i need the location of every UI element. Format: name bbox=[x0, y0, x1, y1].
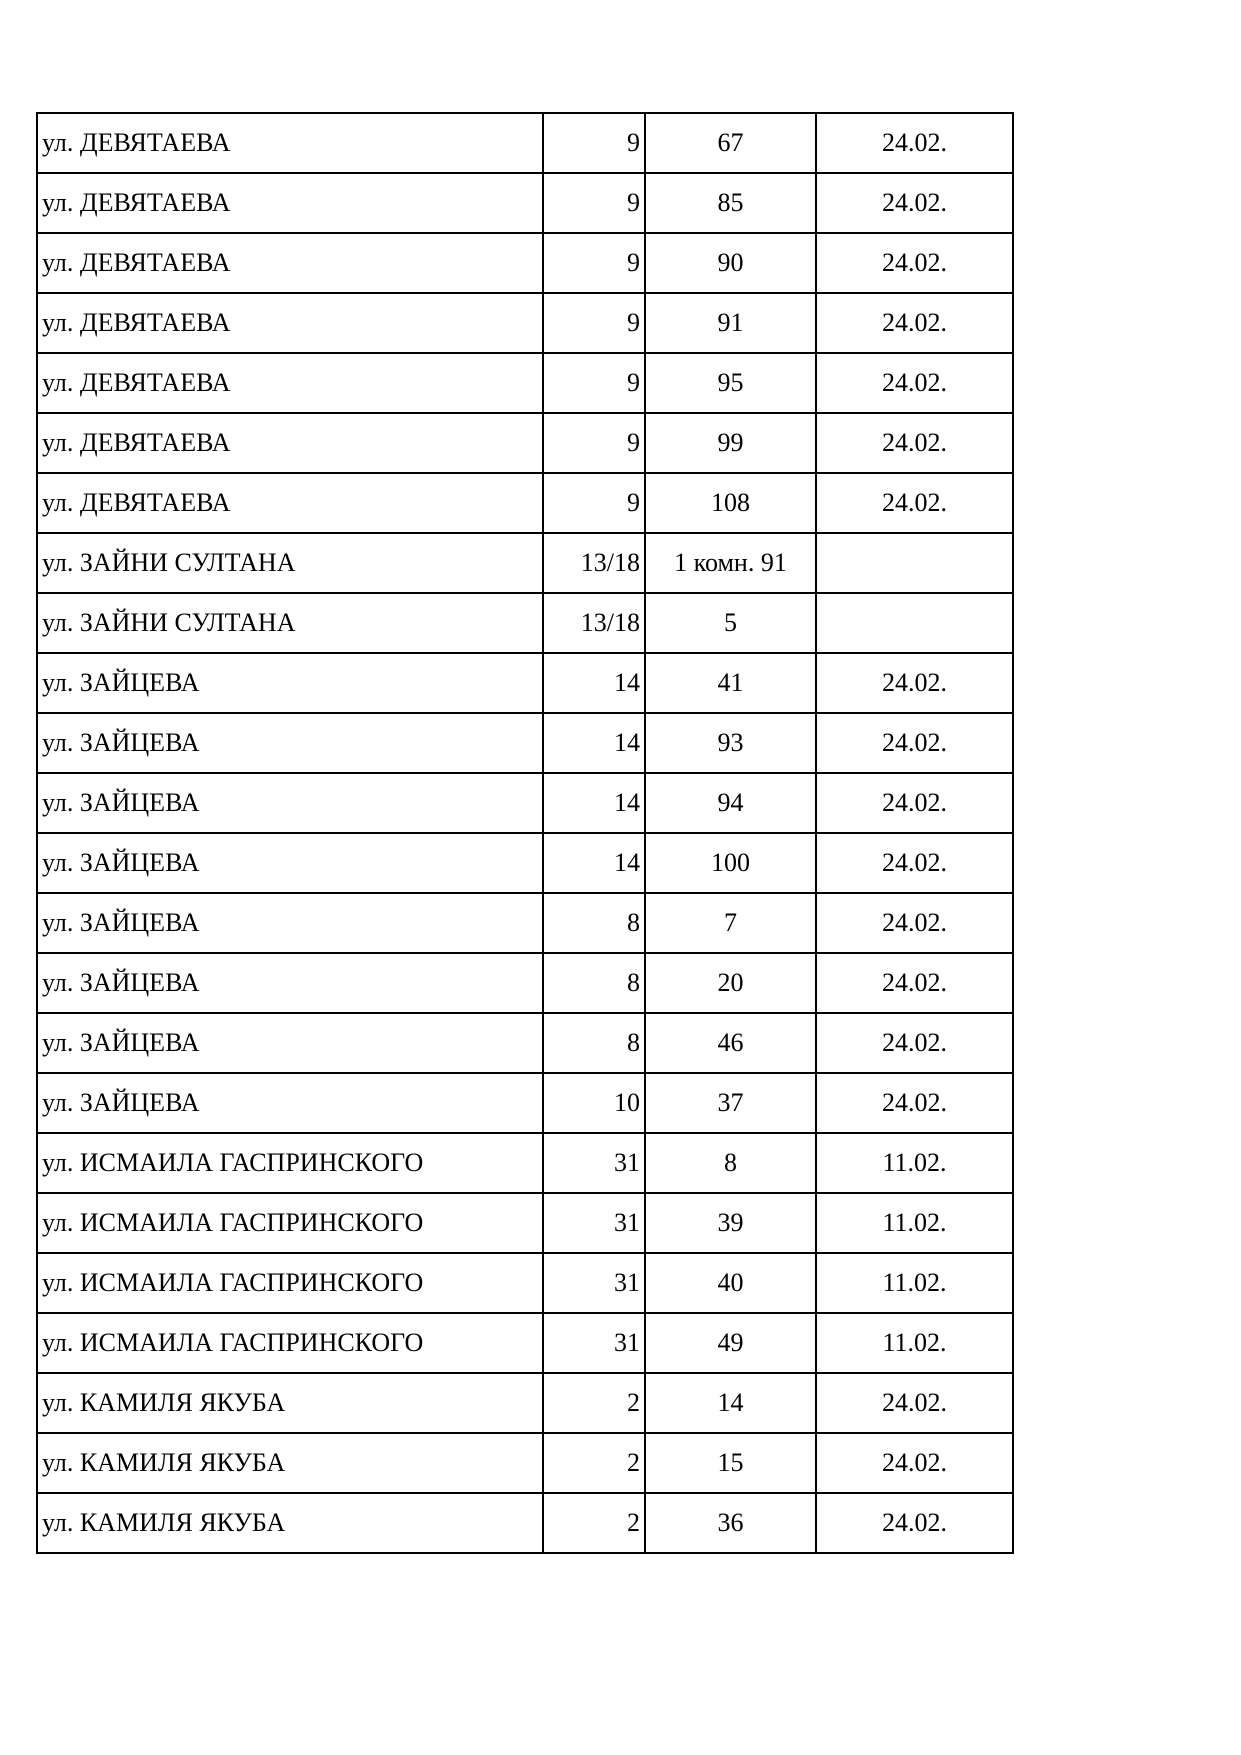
apartment-cell: 67 bbox=[645, 113, 816, 173]
house-number-cell: 31 bbox=[543, 1133, 645, 1193]
apartment-cell: 36 bbox=[645, 1493, 816, 1553]
apartment-cell: 85 bbox=[645, 173, 816, 233]
table-row bbox=[37, 173, 1013, 233]
street-cell: ул. ДЕВЯТАЕВА bbox=[37, 173, 543, 233]
table-row bbox=[37, 713, 1013, 773]
table-row bbox=[37, 833, 1013, 893]
date-cell: 24.02. bbox=[816, 1073, 1013, 1133]
date-cell: 24.02. bbox=[816, 833, 1013, 893]
table-row bbox=[37, 1253, 1013, 1313]
date-cell: 11.02. bbox=[816, 1133, 1013, 1193]
house-number-cell: 8 bbox=[543, 893, 645, 953]
street-cell: ул. ЗАЙЦЕВА bbox=[37, 653, 543, 713]
street-cell: ул. ИСМАИЛА ГАСПРИНСКОГО bbox=[37, 1133, 543, 1193]
date-cell bbox=[816, 533, 1013, 593]
street-cell: ул. ИСМАИЛА ГАСПРИНСКОГО bbox=[37, 1313, 543, 1373]
table-row bbox=[37, 593, 1013, 653]
apartment-cell: 93 bbox=[645, 713, 816, 773]
date-cell: 24.02. bbox=[816, 173, 1013, 233]
street-cell: ул. КАМИЛЯ ЯКУБА bbox=[37, 1493, 543, 1553]
house-number-cell: 31 bbox=[543, 1193, 645, 1253]
apartment-cell: 39 bbox=[645, 1193, 816, 1253]
street-cell: ул. ДЕВЯТАЕВА bbox=[37, 293, 543, 353]
house-number-cell: 14 bbox=[543, 653, 645, 713]
date-cell: 24.02. bbox=[816, 1493, 1013, 1553]
table-row bbox=[37, 653, 1013, 713]
street-cell: ул. КАМИЛЯ ЯКУБА bbox=[37, 1373, 543, 1433]
street-cell: ул. ЗАЙЦЕВА bbox=[37, 1013, 543, 1073]
date-cell: 24.02. bbox=[816, 113, 1013, 173]
house-number-cell: 14 bbox=[543, 833, 645, 893]
table-row bbox=[37, 953, 1013, 1013]
date-cell: 24.02. bbox=[816, 893, 1013, 953]
house-number-cell: 31 bbox=[543, 1313, 645, 1373]
table-row bbox=[37, 233, 1013, 293]
house-number-cell: 9 bbox=[543, 293, 645, 353]
house-number-cell: 14 bbox=[543, 773, 645, 833]
house-number-cell: 9 bbox=[543, 413, 645, 473]
street-cell: ул. ЗАЙЦЕВА bbox=[37, 1073, 543, 1133]
street-cell: ул. ИСМАИЛА ГАСПРИНСКОГО bbox=[37, 1253, 543, 1313]
apartment-cell: 20 bbox=[645, 953, 816, 1013]
house-number-cell: 8 bbox=[543, 953, 645, 1013]
street-cell: ул. ДЕВЯТАЕВА bbox=[37, 233, 543, 293]
date-cell: 24.02. bbox=[816, 233, 1013, 293]
apartment-cell: 40 bbox=[645, 1253, 816, 1313]
apartment-cell: 94 bbox=[645, 773, 816, 833]
house-number-cell: 13/18 bbox=[543, 593, 645, 653]
table-row bbox=[37, 353, 1013, 413]
date-cell: 24.02. bbox=[816, 1433, 1013, 1493]
apartment-cell: 37 bbox=[645, 1073, 816, 1133]
house-number-cell: 2 bbox=[543, 1433, 645, 1493]
table-body bbox=[37, 113, 1013, 1553]
house-number-cell: 2 bbox=[543, 1373, 645, 1433]
house-number-cell: 13/18 bbox=[543, 533, 645, 593]
apartment-cell: 95 bbox=[645, 353, 816, 413]
table-row bbox=[37, 1073, 1013, 1133]
table-row bbox=[37, 113, 1013, 173]
apartment-cell: 49 bbox=[645, 1313, 816, 1373]
apartment-cell: 41 bbox=[645, 653, 816, 713]
date-cell: 24.02. bbox=[816, 953, 1013, 1013]
street-cell: ул. ЗАЙЦЕВА bbox=[37, 893, 543, 953]
table-row bbox=[37, 1013, 1013, 1073]
apartment-cell: 100 bbox=[645, 833, 816, 893]
date-cell: 24.02. bbox=[816, 773, 1013, 833]
house-number-cell: 10 bbox=[543, 1073, 645, 1133]
table-row bbox=[37, 413, 1013, 473]
street-cell: ул. ЗАЙНИ СУЛТАНА bbox=[37, 593, 543, 653]
street-cell: ул. КАМИЛЯ ЯКУБА bbox=[37, 1433, 543, 1493]
date-cell: 11.02. bbox=[816, 1313, 1013, 1373]
table-row bbox=[37, 1493, 1013, 1553]
date-cell: 24.02. bbox=[816, 473, 1013, 533]
date-cell bbox=[816, 593, 1013, 653]
apartment-cell: 1 комн. 91 bbox=[645, 533, 816, 593]
house-number-cell: 9 bbox=[543, 113, 645, 173]
street-cell: ул. ДЕВЯТАЕВА bbox=[37, 353, 543, 413]
table-row bbox=[37, 1313, 1013, 1373]
apartment-cell: 5 bbox=[645, 593, 816, 653]
house-number-cell: 2 bbox=[543, 1493, 645, 1553]
apartment-cell: 7 bbox=[645, 893, 816, 953]
apartment-cell: 90 bbox=[645, 233, 816, 293]
house-number-cell: 31 bbox=[543, 1253, 645, 1313]
table-row bbox=[37, 533, 1013, 593]
house-number-cell: 8 bbox=[543, 1013, 645, 1073]
street-cell: ул. ДЕВЯТАЕВА bbox=[37, 473, 543, 533]
date-cell: 24.02. bbox=[816, 353, 1013, 413]
table-row bbox=[37, 473, 1013, 533]
table-row bbox=[37, 293, 1013, 353]
table-row bbox=[37, 1373, 1013, 1433]
table-row bbox=[37, 893, 1013, 953]
apartment-cell: 91 bbox=[645, 293, 816, 353]
house-number-cell: 9 bbox=[543, 353, 645, 413]
table-row bbox=[37, 1433, 1013, 1493]
date-cell: 24.02. bbox=[816, 713, 1013, 773]
street-cell: ул. ДЕВЯТАЕВА bbox=[37, 113, 543, 173]
date-cell: 11.02. bbox=[816, 1253, 1013, 1313]
street-cell: ул. ДЕВЯТАЕВА bbox=[37, 413, 543, 473]
house-number-cell: 9 bbox=[543, 173, 645, 233]
table-row bbox=[37, 1193, 1013, 1253]
date-cell: 24.02. bbox=[816, 413, 1013, 473]
apartment-cell: 108 bbox=[645, 473, 816, 533]
address-table bbox=[36, 112, 1014, 1554]
house-number-cell: 9 bbox=[543, 233, 645, 293]
table-row bbox=[37, 773, 1013, 833]
date-cell: 24.02. bbox=[816, 653, 1013, 713]
date-cell: 24.02. bbox=[816, 1373, 1013, 1433]
street-cell: ул. ЗАЙЦЕВА bbox=[37, 833, 543, 893]
apartment-cell: 15 bbox=[645, 1433, 816, 1493]
apartment-cell: 8 bbox=[645, 1133, 816, 1193]
street-cell: ул. ЗАЙЦЕВА bbox=[37, 773, 543, 833]
table-row bbox=[37, 1133, 1013, 1193]
date-cell: 24.02. bbox=[816, 1013, 1013, 1073]
apartment-cell: 14 bbox=[645, 1373, 816, 1433]
house-number-cell: 9 bbox=[543, 473, 645, 533]
street-cell: ул. ИСМАИЛА ГАСПРИНСКОГО bbox=[37, 1193, 543, 1253]
date-cell: 11.02. bbox=[816, 1193, 1013, 1253]
apartment-cell: 99 bbox=[645, 413, 816, 473]
street-cell: ул. ЗАЙНИ СУЛТАНА bbox=[37, 533, 543, 593]
street-cell: ул. ЗАЙЦЕВА bbox=[37, 953, 543, 1013]
date-cell: 24.02. bbox=[816, 293, 1013, 353]
street-cell: ул. ЗАЙЦЕВА bbox=[37, 713, 543, 773]
apartment-cell: 46 bbox=[645, 1013, 816, 1073]
house-number-cell: 14 bbox=[543, 713, 645, 773]
